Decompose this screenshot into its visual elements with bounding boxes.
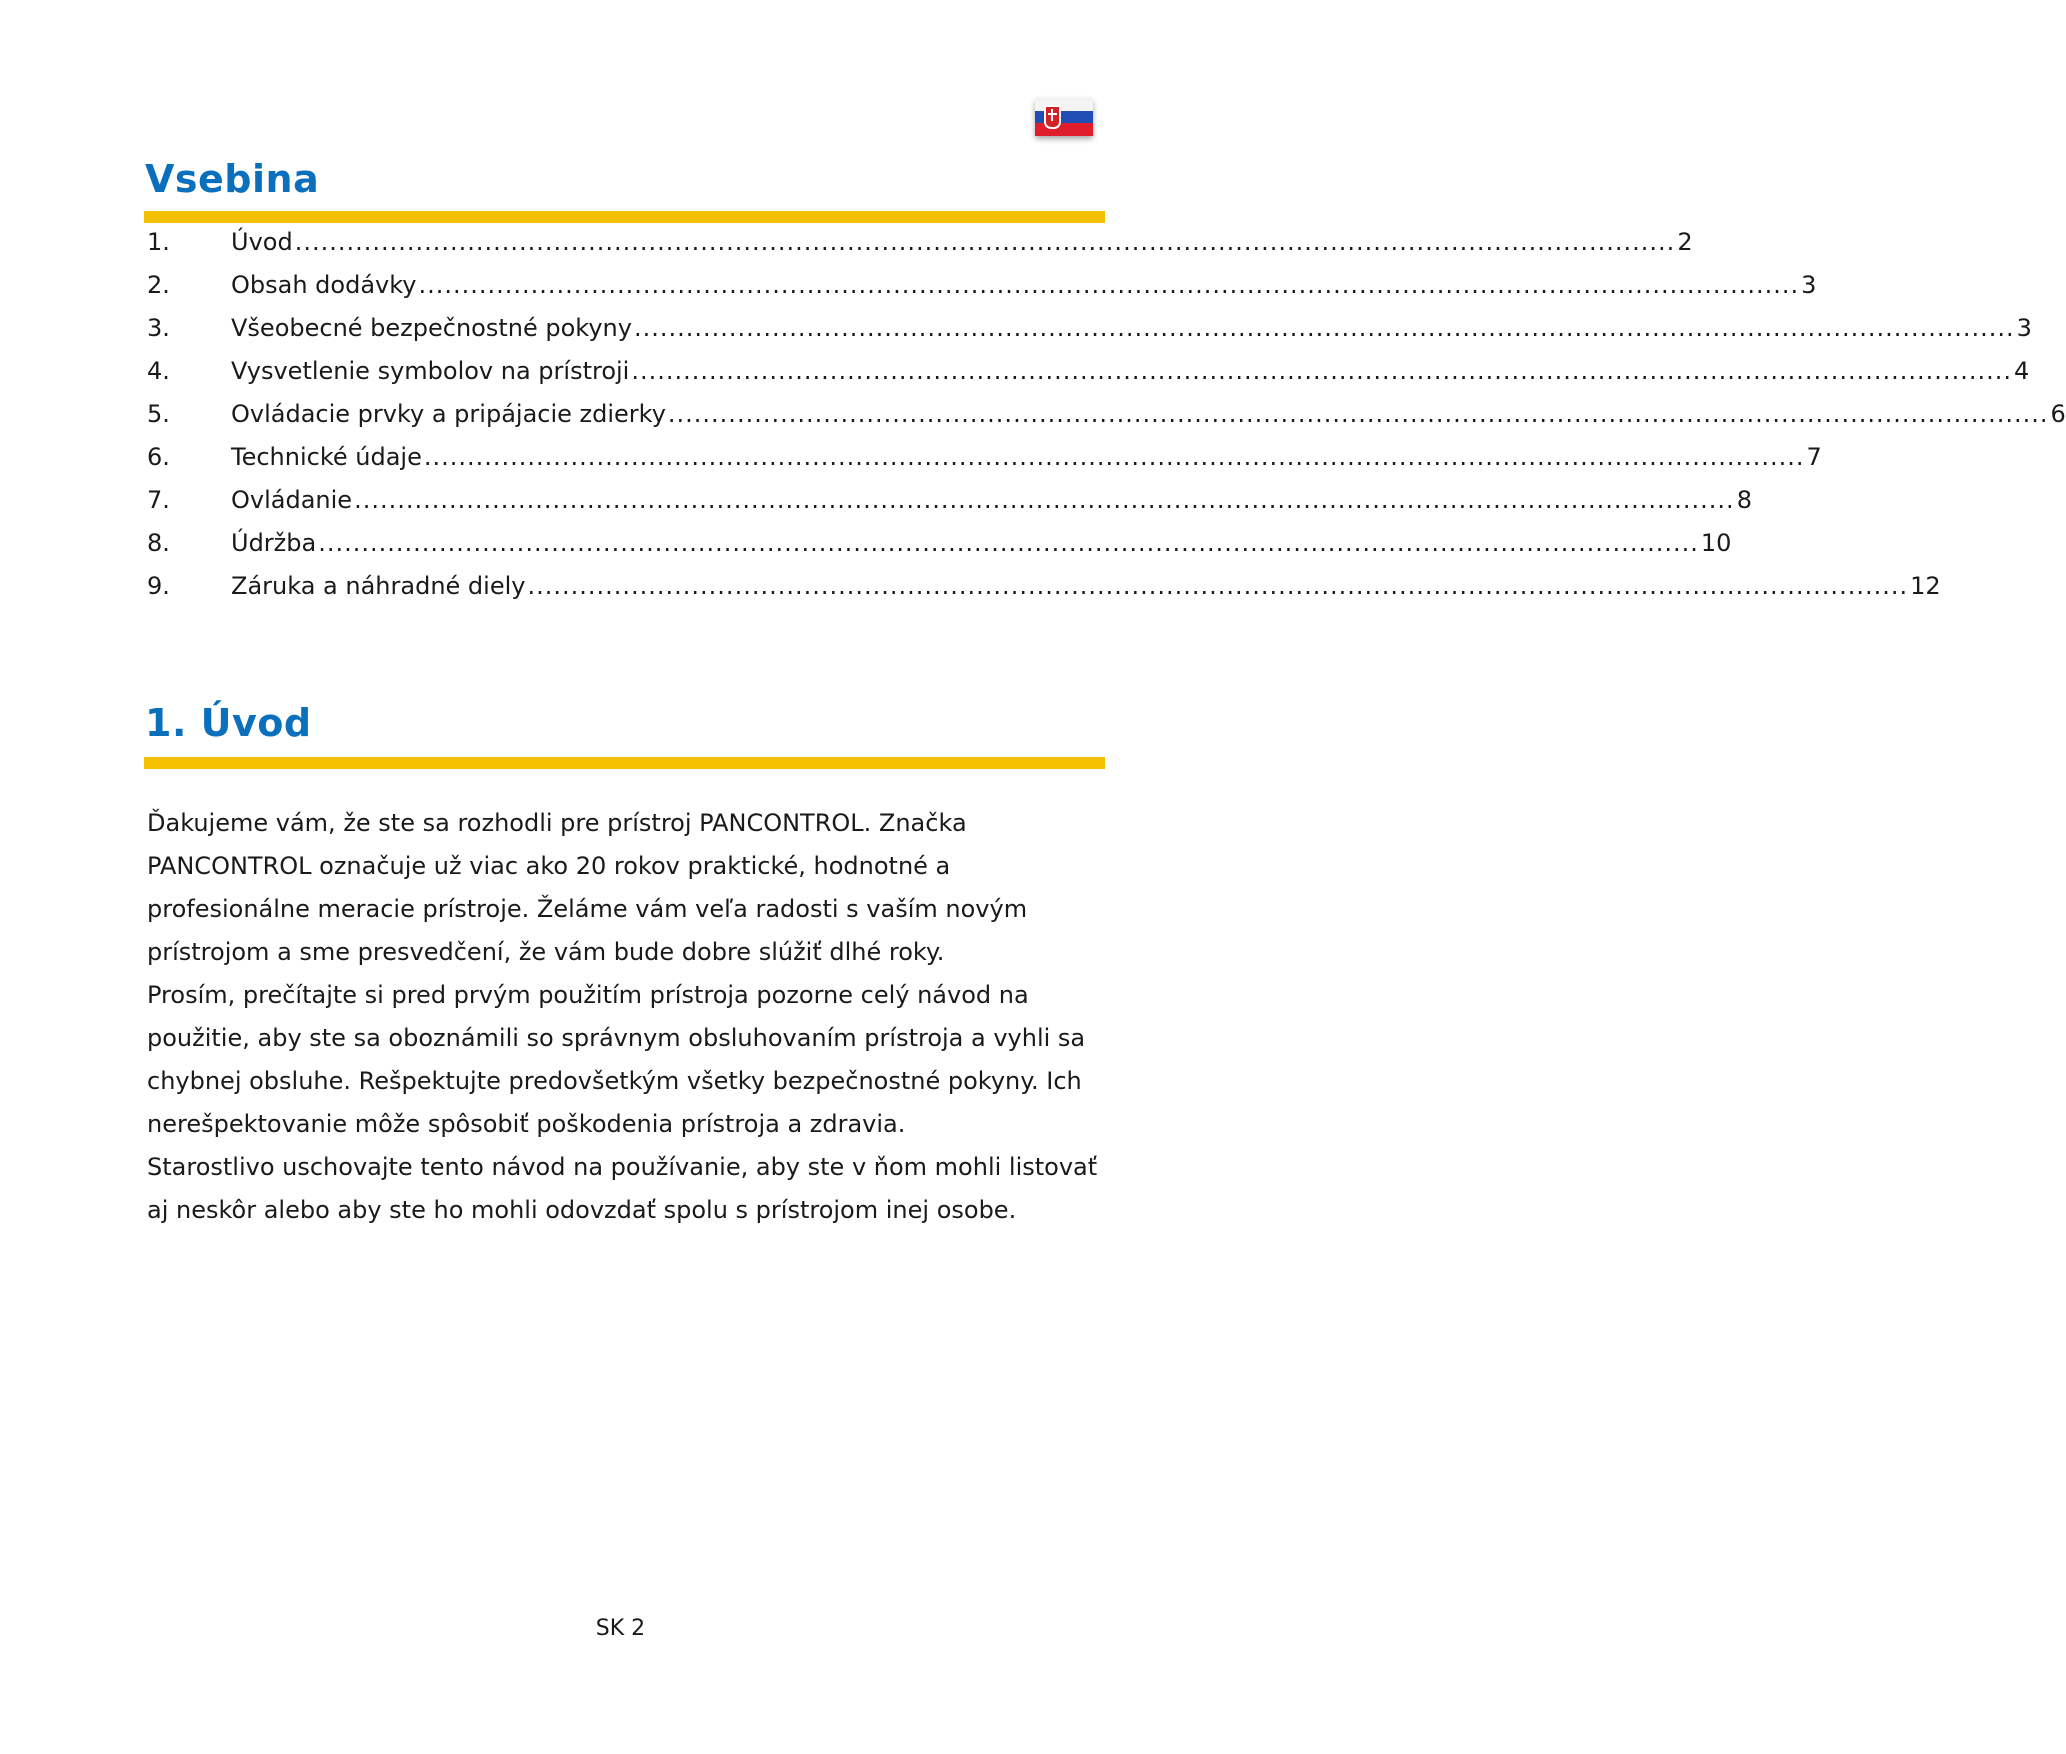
table-of-contents — [147, 228, 2066, 615]
toc-title: Vysvetlenie symbolov na prístroji — [231, 357, 630, 385]
toc-leader: ................................................................................................................................................................ — [294, 228, 1676, 256]
paragraph: Starostlivo uschovajte tento návod na používanie, aby ste v ňom mohli listovať aj neskôr alebo aby ste ho mohli odovzdať spolu s prístrojom inej osobe. — [147, 1153, 1098, 1224]
toc-title: Všeobecné bezpečnostné pokyny — [231, 314, 632, 342]
page-number-footer: SK 2 — [595, 1616, 646, 1641]
toc-number: 8. — [147, 529, 170, 557]
toc-leader: ................................................................................................................................................................ — [423, 443, 1805, 471]
toc-leader: ................................................................................................................................................................ — [667, 400, 2049, 428]
toc-title: Technické údaje — [231, 443, 422, 471]
toc-number: 1. — [147, 228, 170, 256]
toc-leader: ................................................................................................................................................................ — [631, 357, 2012, 385]
toc-row[interactable] — [147, 271, 1817, 314]
paragraph: Ďakujeme vám, že ste sa rozhodli pre prístroj PANCONTROL. Značka PANCONTROL označuje už viac ako 20 rokov praktické, hodnotné a profesionálne meracie prístroje. Želáme vám veľa radosti s vaším novým prístrojom a sme presvedčení, že vám bude dobre slúžiť dlhé roky. — [147, 809, 1028, 966]
section-heading-rule — [144, 757, 1105, 769]
toc-title: Záruka a náhradné diely — [231, 572, 526, 600]
toc-number: 4. — [147, 357, 170, 385]
toc-leader: ................................................................................................................................................................ — [418, 271, 1800, 299]
section-heading: 1. Úvod — [145, 701, 312, 745]
toc-row[interactable] — [147, 486, 1752, 529]
toc-row[interactable] — [147, 443, 1822, 486]
toc-title: Údržba — [231, 529, 317, 557]
toc-leader: ................................................................................................................................................................ — [318, 529, 1699, 557]
toc-row[interactable] — [147, 529, 1732, 572]
toc-leader: ................................................................................................................................................................ — [633, 314, 2015, 342]
toc-row[interactable] — [147, 314, 2032, 357]
toc-number: 3. — [147, 314, 170, 342]
toc-page-number: 12 — [1910, 572, 1941, 600]
toc-leader: ................................................................................................................................................................ — [527, 572, 1909, 600]
toc-page-number: 2 — [1677, 228, 1693, 256]
toc-title: Ovládacie prvky a pripájacie zdierky — [231, 400, 666, 428]
toc-heading-rule — [144, 211, 1105, 223]
toc-heading: Vsebina — [145, 157, 320, 201]
toc-row[interactable] — [147, 228, 1693, 271]
toc-page-number: 3 — [1801, 271, 1817, 299]
toc-page-number: 7 — [1806, 443, 1822, 471]
toc-row[interactable] — [147, 572, 1941, 615]
toc-number: 5. — [147, 400, 170, 428]
toc-row[interactable] — [147, 357, 2030, 400]
toc-number: 9. — [147, 572, 170, 600]
toc-leader: ................................................................................................................................................................ — [354, 486, 1735, 514]
paragraph: Prosím, prečítajte si pred prvým použitím prístroja pozorne celý návod na použitie, aby ste sa oboznámili so správnym obsluhovaním prístroja a vyhli sa chybnej obsluhe. Rešpektujte predovšetkým všetky bezpečnostné pokyny. Ich nerešpektovanie môže spôsobiť poškodenia prístroja a zdravia. — [147, 981, 1086, 1138]
toc-row[interactable] — [147, 400, 2066, 443]
section-body — [147, 802, 1107, 1232]
toc-page-number: 10 — [1700, 529, 1732, 557]
toc-number: 7. — [147, 486, 170, 514]
toc-number: 2. — [147, 271, 170, 299]
toc-page-number: 6 — [2050, 400, 2066, 428]
toc-page-number: 3 — [2016, 314, 2032, 342]
toc-title: Obsah dodávky — [231, 271, 417, 299]
toc-title: Úvod — [231, 228, 293, 256]
toc-number: 6. — [147, 443, 170, 471]
slovak-flag-icon — [1035, 98, 1093, 136]
toc-page-number: 4 — [2013, 357, 2030, 385]
toc-page-number: 8 — [1736, 486, 1752, 514]
toc-title: Ovládanie — [231, 486, 353, 514]
